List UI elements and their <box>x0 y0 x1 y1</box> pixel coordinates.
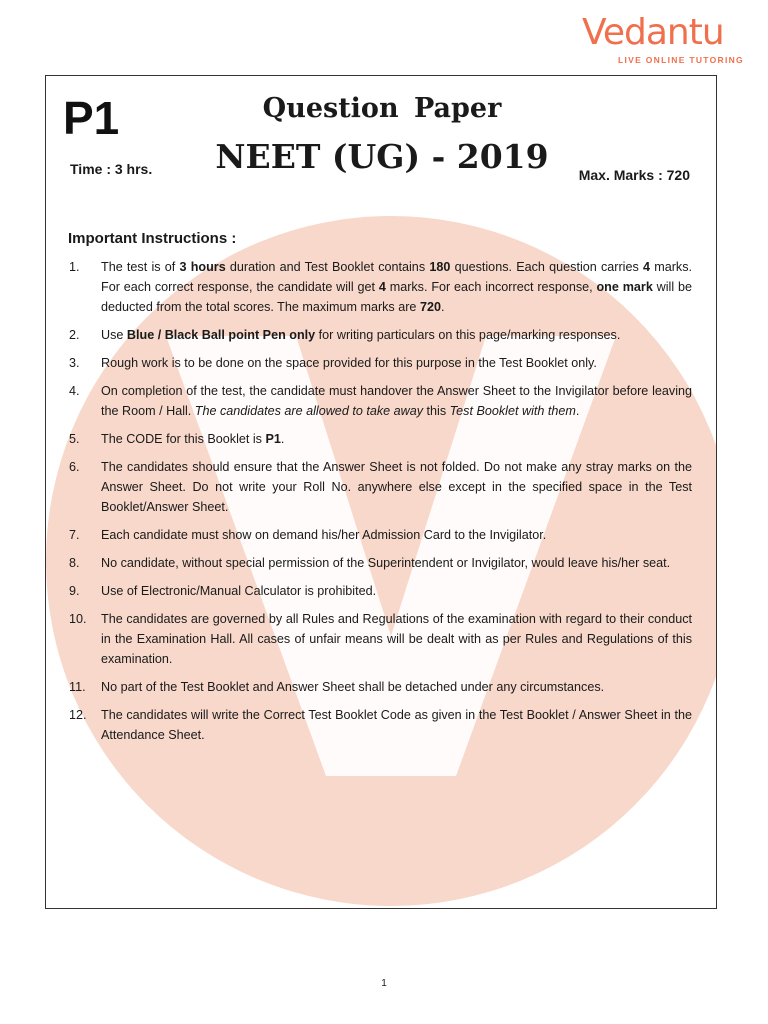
instruction-text-part: this <box>423 404 450 418</box>
instruction-text <box>101 708 692 742</box>
exam-duration: Time : 3 hrs. <box>70 161 153 177</box>
page-number: 1 <box>381 978 387 989</box>
instruction-number: 8. <box>69 556 80 570</box>
instruction-text-part: No candidate, without special permission of the Superintendent or Invigilator, would leave his/her seat. <box>101 556 671 570</box>
instruction-number: 1. <box>69 260 80 274</box>
instruction-text-part: On completion of the test, the candidate must handover the Answer Sheet to the Invigilator before leaving the Room / Hall. <box>101 384 692 418</box>
instruction-text <box>101 328 620 342</box>
vedantu-logo <box>582 12 744 66</box>
instruction-text <box>101 556 670 570</box>
instruction-text <box>101 612 692 666</box>
instruction-text-part: 720 <box>419 300 441 314</box>
instruction-text-part: one mark <box>596 280 653 294</box>
instruction-item <box>66 581 692 601</box>
instruction-item <box>66 553 692 573</box>
instruction-text <box>101 584 376 598</box>
instruction-text-part: The candidates will write the Correct Test Booklet Code as given in the Test Booklet / Answer Sheet in the Attendance Sheet. <box>101 708 692 742</box>
instruction-text-part: 180 <box>429 260 451 274</box>
logo-wordmark: Vedantu <box>582 12 724 53</box>
exam-name: NEET (UG) - 2019 <box>215 137 549 176</box>
instruction-number: 10. <box>69 612 87 626</box>
instruction-item <box>66 353 692 373</box>
instruction-number: 12. <box>69 708 87 722</box>
instruction-text-part: Rough work is to be done on the space provided for this purpose in the Test Booklet only. <box>101 356 597 370</box>
instruction-text <box>101 528 546 542</box>
instruction-text-part: Each candidate must show on demand his/her Admission Card to the Invigilator. <box>101 528 547 542</box>
paper-title: Question Paper <box>262 93 502 124</box>
instruction-number: 11. <box>69 680 86 694</box>
instruction-text-part: The candidates are governed by all Rules and Regulations of the examination with regard to their conduct in the Examination Hall. All cases of unfair means will be dealt with as per Rules and Regulations of this examination. <box>101 612 692 666</box>
instruction-text-part: 3 hours <box>179 260 226 274</box>
instruction-text-part: Use of Electronic/Manual Calculator is prohibited. <box>101 584 377 598</box>
instruction-text <box>101 432 284 446</box>
instruction-text-part: 4 <box>642 260 650 274</box>
booklet-code: P1 <box>63 92 120 144</box>
instruction-item <box>66 457 692 517</box>
instruction-text-part: Use <box>101 328 127 342</box>
instruction-text-part: The candidates are allowed to take away <box>194 404 424 418</box>
instruction-number: 4. <box>69 384 80 398</box>
instruction-text <box>101 356 597 370</box>
instruction-text-part: marks. For each correct response, the candidate will get <box>101 260 693 294</box>
instruction-item <box>66 525 692 545</box>
max-marks: Max. Marks : 720 <box>578 167 690 183</box>
paper-frame <box>45 75 717 909</box>
instruction-number: 9. <box>69 584 80 598</box>
instruction-text-part: Test Booklet with them <box>449 404 576 418</box>
instruction-text <box>101 680 604 694</box>
instructions-heading: Important Instructions : <box>68 230 237 247</box>
instruction-text-part: duration and Test Booklet contains <box>225 260 430 274</box>
instruction-item <box>66 381 692 421</box>
instruction-text-part: Blue / Black Ball point Pen only <box>126 328 316 342</box>
logo-tagline: LIVE ONLINE TUTORING <box>618 55 744 65</box>
instruction-item <box>66 705 692 745</box>
instruction-number: 6. <box>69 460 80 474</box>
instructions-list <box>66 257 692 753</box>
instruction-text <box>101 460 692 514</box>
instruction-text-part: . <box>440 300 445 314</box>
instruction-text-part: P1 <box>265 432 281 446</box>
instruction-item <box>66 677 692 697</box>
instruction-item <box>66 609 692 669</box>
instruction-number: 2. <box>69 328 80 342</box>
instruction-text-part: The CODE for this Booklet is <box>101 432 266 446</box>
instruction-text-part: questions. Each question carries <box>450 260 643 274</box>
instruction-number: 7. <box>69 528 80 542</box>
instruction-text-part: The candidates should ensure that the Answer Sheet is not folded. Do not make any stray marks on the Answer Sheet. Do not write your Roll No. anywhere else except in the specified space in the Test Booklet/Answer Sheet. <box>101 460 692 514</box>
instruction-item <box>66 429 692 449</box>
instruction-text-part: 4 <box>378 280 386 294</box>
instruction-text-part: . <box>280 432 285 446</box>
instruction-text <box>101 384 692 418</box>
instruction-number: 5. <box>69 432 80 446</box>
instruction-item <box>66 325 692 345</box>
instruction-number: 3. <box>69 356 80 370</box>
instruction-text-part: No part of the Test Booklet and Answer Sheet shall be detached under any circumstances. <box>101 680 605 694</box>
instruction-text <box>101 260 692 314</box>
instruction-text-part: . <box>575 404 580 418</box>
instruction-text-part: will be deducted from the total scores. The maximum marks are <box>101 280 693 314</box>
instruction-text-part: for writing particulars on this page/marking responses. <box>315 328 621 342</box>
instruction-text-part: The test is of <box>101 260 180 274</box>
instruction-item <box>66 257 692 317</box>
instruction-text-part: marks. For each incorrect response, <box>385 280 597 294</box>
